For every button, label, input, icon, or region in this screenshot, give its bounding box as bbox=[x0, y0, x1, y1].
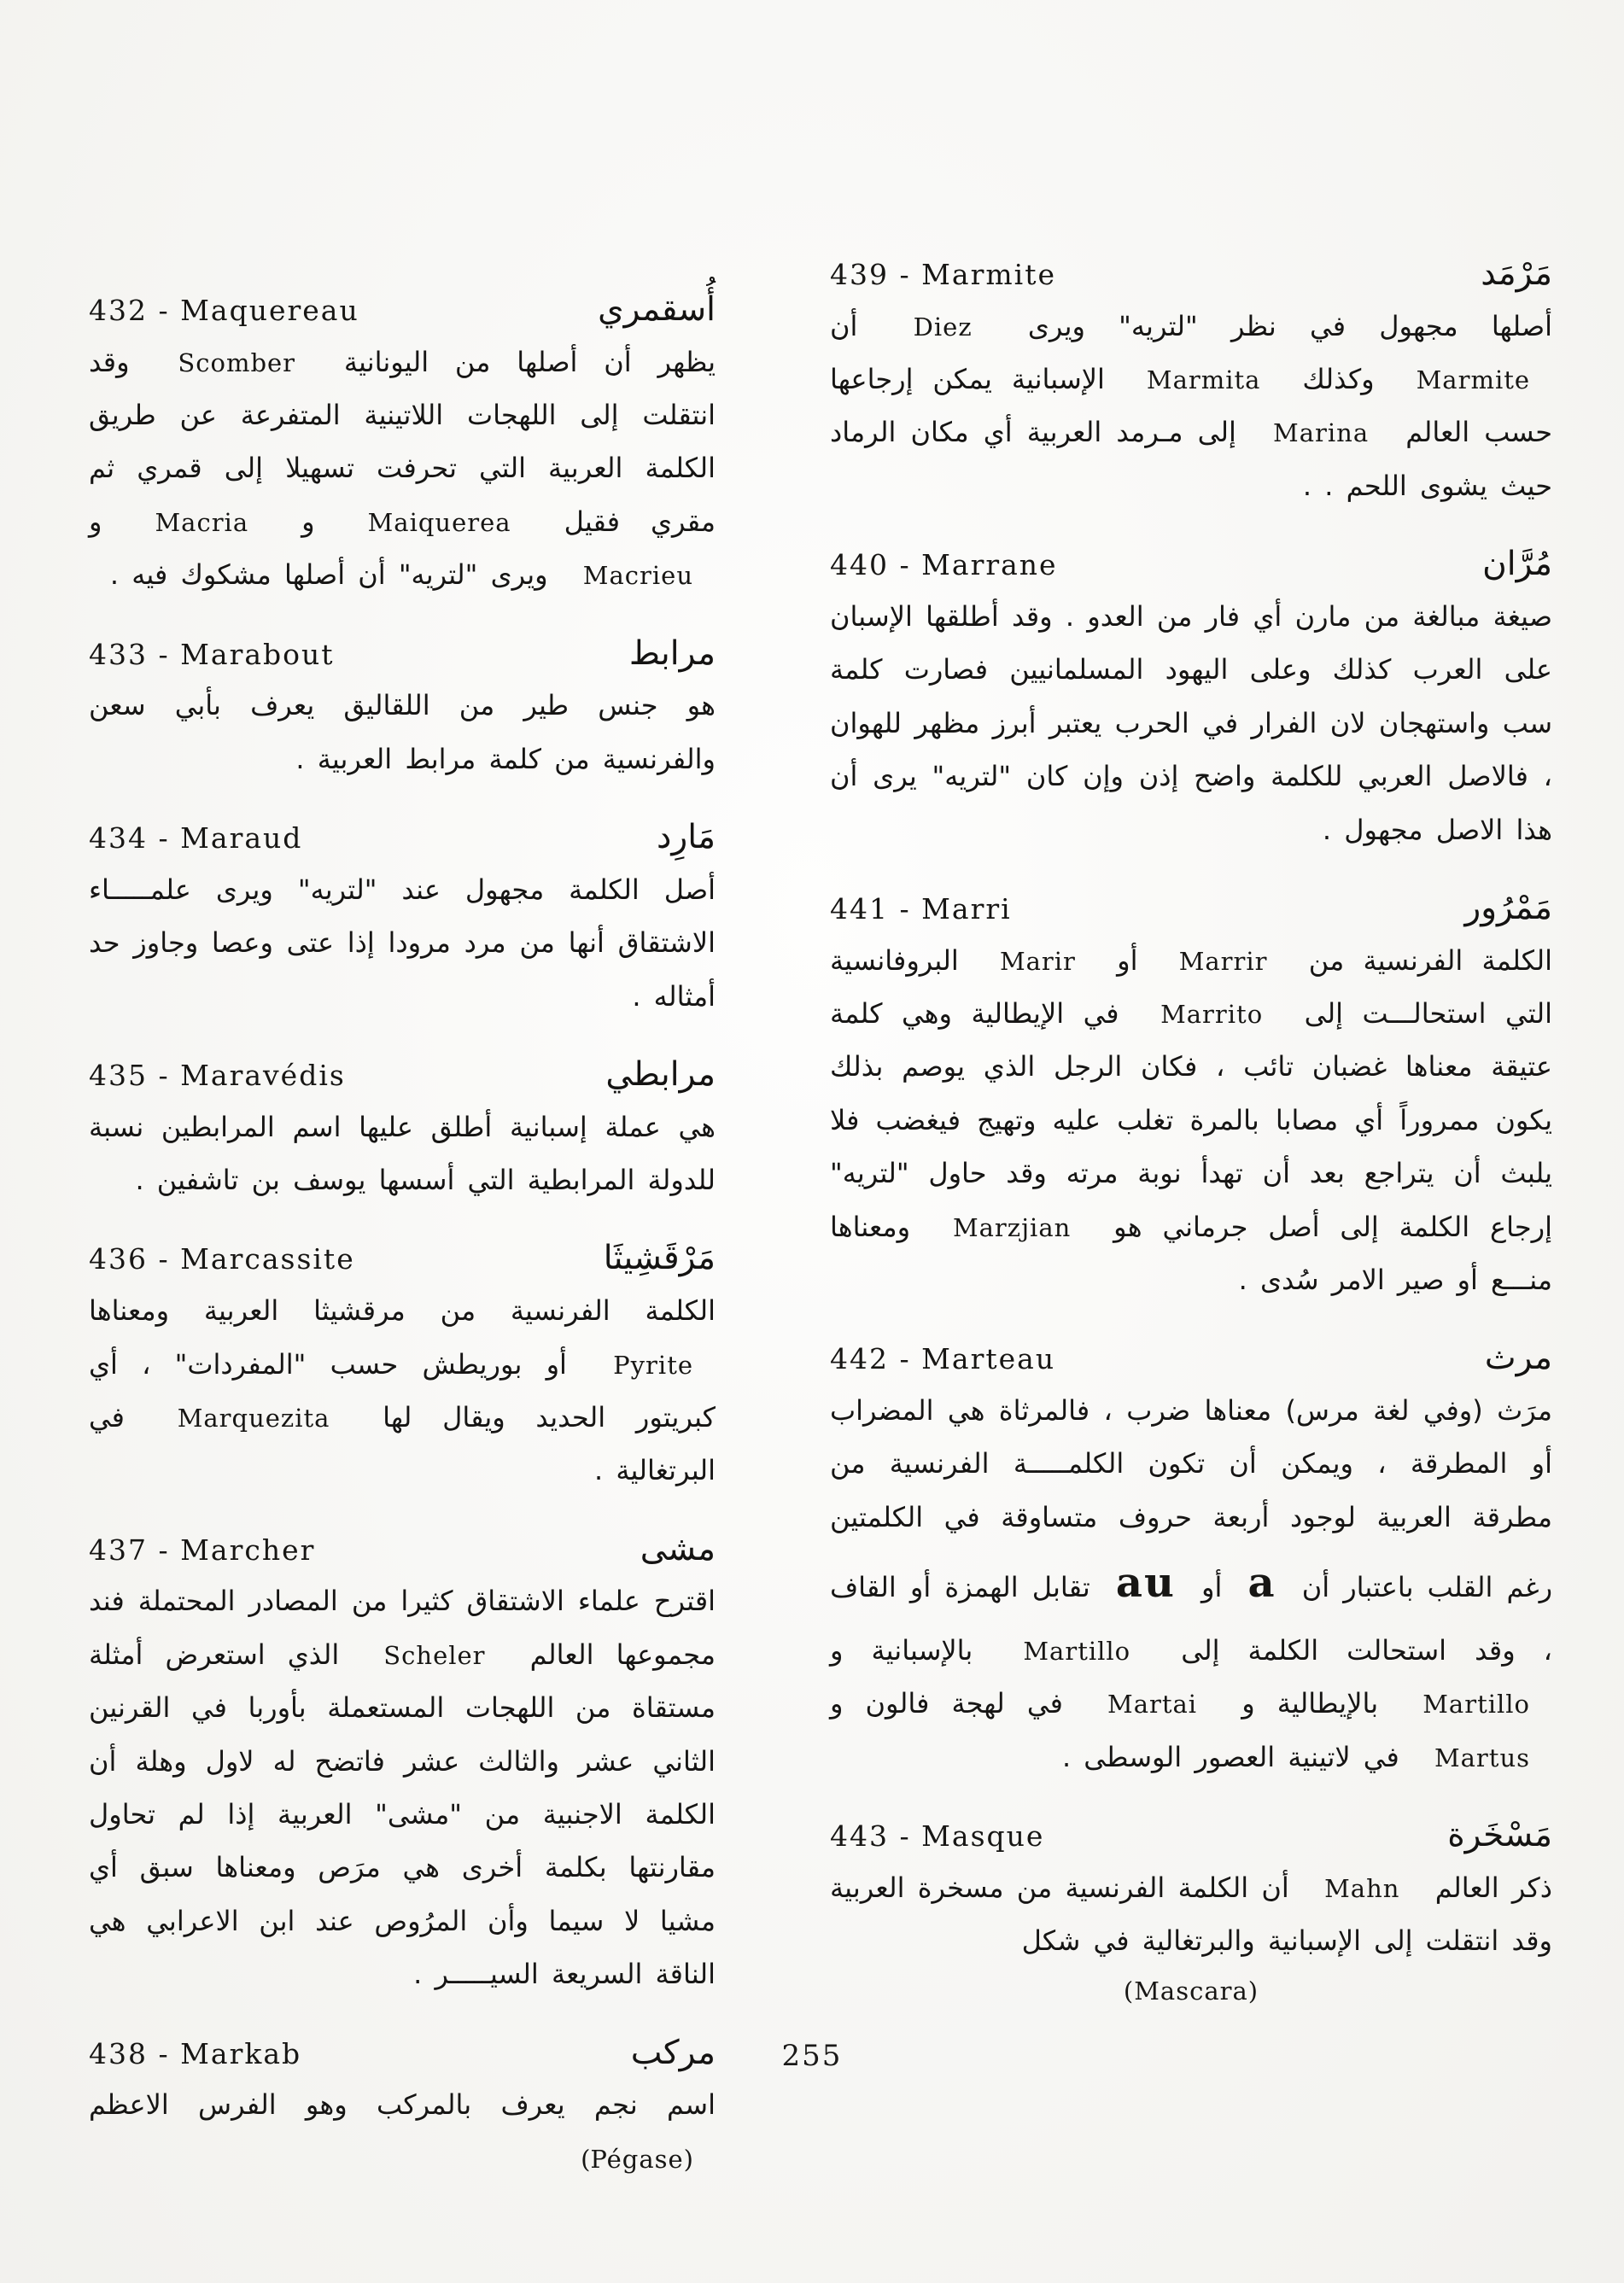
entry-body-text bbox=[89, 1101, 716, 1207]
arabic-text-run: ومعناها منـــع أو صير الامر سُدى . bbox=[830, 1210, 1552, 1296]
entry-body-text bbox=[89, 2078, 716, 2185]
entry-number-and-french-headword: 443 - Masque bbox=[830, 1819, 1045, 1853]
latin-inline-word: Marina bbox=[1273, 418, 1370, 448]
entry-arabic-headword: مُرَّان bbox=[1482, 545, 1552, 584]
arabic-text-run: أو بوريطش حسب "المفردات" ، أي كبريتور الحديد ويقال لها bbox=[89, 1347, 716, 1433]
entry-number-and-french-headword: 435 - Maravédis bbox=[89, 1058, 346, 1092]
entry-number-and-french-headword: 437 - Marcher bbox=[89, 1533, 316, 1567]
arabic-text-run: في الإيطالية وهي كلمة عتيقة معناها غضبان تائب ، فكان الرجل الذي يوصم بذلك يكون ممروراً أي مصابا بالمرة تغلب عليه وتهيج فيغضب فلا يلبث أن يتراجع بعد أن تهدأ نوبة مرته وقد حاول "لتريه" إرجاع الكلمة إلى أصل جرماني هو bbox=[830, 996, 1552, 1243]
entry-arabic-headword: مرابط bbox=[628, 634, 716, 673]
entry-body-text bbox=[89, 1574, 716, 2000]
entry-header bbox=[89, 816, 716, 860]
latin-inline-word: Macria bbox=[155, 507, 249, 537]
arabic-text-run: وكذلك bbox=[1302, 363, 1375, 396]
entry-body-text bbox=[830, 300, 1552, 513]
entry-header bbox=[89, 1528, 716, 1572]
entry-header bbox=[830, 253, 1552, 296]
entry-body-text bbox=[89, 679, 716, 785]
entry-arabic-headword: مركب bbox=[630, 2033, 716, 2072]
arabic-text-run: في البرتغالية . bbox=[89, 1400, 716, 1487]
arabic-text-run: مرَث (وفي لغة مرس) معناها ضرب ، فالمرثاة هي المضراب أو المطرقة ، ويمكن أن تكون الكلمـــــة الفرنسية من مطرقة العربية لوجود أربعة حروف متساوقة في الكلمتين رغم القلب باعتبار أن bbox=[830, 1394, 1553, 1604]
entry-number-and-french-headword: 439 - Marmite bbox=[830, 258, 1056, 291]
entry-header bbox=[830, 1814, 1552, 1858]
entry-header bbox=[89, 1237, 716, 1281]
entry-body-text bbox=[830, 1384, 1552, 1784]
latin-inline-word: Marmite bbox=[1416, 365, 1531, 395]
arabic-text-run: ويرى "لتريه" أن أصلها مشكوك فيه . bbox=[109, 558, 548, 592]
arabic-text-run: أن bbox=[830, 309, 858, 342]
arabic-text-run: أن الكلمة الفرنسية من مسخرة العربية وقد انتقلت إلى الإسبانية والبرتغالية في شكل bbox=[830, 1871, 1552, 1958]
latin-inline-word: Diez bbox=[913, 312, 973, 342]
entry-footer-line bbox=[830, 1967, 1552, 2016]
entry-header bbox=[89, 1054, 716, 1097]
left-column bbox=[89, 289, 716, 2216]
arabic-text-run: البروفانسية التي استحالـــت إلى bbox=[830, 943, 1553, 1030]
arabic-text-run: و bbox=[301, 505, 315, 538]
arabic-text-run: ذكر العالم bbox=[1434, 1871, 1553, 1904]
entry-arabic-headword: مَمْرُور bbox=[1464, 888, 1552, 927]
latin-inline-word: a bbox=[1247, 1559, 1276, 1608]
arabic-text-run: في لاتينية العصور الوسطى . bbox=[1061, 1740, 1399, 1773]
arabic-text-run: بالإسبانية و bbox=[830, 1633, 973, 1667]
entry-arabic-headword: مَسْخَرة bbox=[1447, 1815, 1552, 1854]
arabic-text-run: وقد انتقلت إلى اللهجات اللاتينية المتفرعة عن طريق الكلمة العربية التي تحرفت تسهيلا إلى قمري ثم مقري فقيل bbox=[89, 345, 716, 538]
dictionary-entry-437 bbox=[89, 1528, 716, 2001]
entry-arabic-headword: مشى bbox=[640, 1529, 716, 1568]
dictionary-entry-443 bbox=[830, 1814, 1552, 2016]
dictionary-entry-433 bbox=[89, 633, 716, 785]
latin-inline-word: Pyrite bbox=[613, 1350, 694, 1380]
arabic-text-run: تقابل الهمزة أو القاف ، وقد استحالت الكلمة إلى bbox=[830, 1571, 1552, 1667]
latin-inline-word: Marrito bbox=[1160, 999, 1264, 1029]
latin-inline-word: Marmita bbox=[1146, 365, 1261, 395]
arabic-text-run: إلى مـرمد العربية أي مكان الرماد حيث يشوى اللحم . . bbox=[830, 416, 1552, 502]
page-number: 255 bbox=[781, 2039, 843, 2073]
latin-inline-word: (Pégase) bbox=[581, 2144, 693, 2174]
entry-number-and-french-headword: 433 - Marabout bbox=[89, 637, 335, 671]
arabic-text-run: هي عملة إسبانية أطلق عليها اسم المرابطين نسبة للدولة المرابطية التي أسسها يوسف بن تاشفين . bbox=[89, 1110, 716, 1197]
dictionary-entry-439 bbox=[830, 253, 1552, 512]
entry-arabic-headword: مَرْمَد bbox=[1481, 254, 1552, 293]
arabic-text-run: أو bbox=[1201, 1571, 1223, 1604]
latin-inline-word: Marquezita bbox=[177, 1403, 330, 1433]
entry-header bbox=[830, 543, 1552, 587]
entry-body-text bbox=[830, 934, 1552, 1307]
latin-inline-word: Maiquerea bbox=[367, 507, 511, 537]
arabic-text-run: الإسبانية يمكن إرجاعها حسب العالم bbox=[830, 363, 1553, 449]
entry-arabic-headword: مَرْقَشِيثَا bbox=[603, 1239, 716, 1278]
arabic-text-run: يظهر أن أصلها من اليونانية bbox=[343, 345, 716, 378]
latin-inline-word: au bbox=[1115, 1559, 1176, 1608]
arabic-text-run: الذي استعرض أمثلة مستقاة من اللهجات المستعملة بأوربا في القرنين الثاني عشر والثالث عشر فاتضح له لاول وهلة أن الكلمة الاجنبية من "مشى" العربية إذا لم تحاول مقارنتها بكلمة أخرى هي مرَص ومعناها سبق أي مشيا لا سيما وأن المرُوص عند ابن الاعرابي هي الناقة السريعة السيـــــر . bbox=[89, 1638, 716, 1991]
arabic-text-run: أو bbox=[1117, 943, 1138, 977]
latin-inline-word: Marir bbox=[999, 946, 1076, 976]
arabic-text-run: الكلمة الفرنسية من bbox=[1308, 943, 1553, 977]
entry-number-and-french-headword: 442 - Marteau bbox=[830, 1342, 1056, 1376]
arabic-text-run: بالإيطالية و bbox=[1241, 1687, 1379, 1720]
latin-inline-word: Marzjian bbox=[952, 1212, 1072, 1242]
entry-arabic-headword: مرث bbox=[1484, 1339, 1552, 1378]
arabic-text-run: اسم نجم يعرف بالمركب وهو الفرس الاعظم bbox=[89, 2088, 716, 2122]
arabic-text-run: أصل الكلمة مجهول عند "لتريه" ويرى علمـــــاء الاشتقاق أنها من مرد مرودا إذا عتى وعصا وجاوز حد أمثاله . bbox=[89, 873, 716, 1013]
latin-inline-word: Marrir bbox=[1178, 946, 1268, 976]
arabic-text-run: أصلها مجهول في نظر "لتريه" ويرى bbox=[1027, 309, 1552, 342]
latin-inline-word: Scomber bbox=[178, 347, 296, 377]
latin-inline-word: Martillo bbox=[1023, 1636, 1131, 1666]
entry-body-text bbox=[89, 863, 716, 1023]
entry-header bbox=[830, 1337, 1552, 1381]
latin-inline-word: Martus bbox=[1434, 1743, 1530, 1772]
arabic-text-run: اقترح علماء الاشتقاق كثيرا من المصادر المحتملة فند مجموعها العالم bbox=[89, 1585, 716, 1671]
entry-number-and-french-headword: 436 - Marcassite bbox=[89, 1242, 355, 1276]
latin-inline-word: (Mascara) bbox=[1123, 1976, 1259, 2006]
entry-arabic-headword: مرابطي bbox=[605, 1054, 716, 1094]
entry-number-and-french-headword: 440 - Marrane bbox=[830, 548, 1058, 582]
entry-body-text bbox=[89, 1284, 716, 1498]
latin-inline-word: Martillo bbox=[1422, 1690, 1531, 1720]
arabic-text-run: و bbox=[89, 505, 102, 538]
entry-body-text bbox=[89, 336, 716, 602]
latin-inline-word: Martai bbox=[1107, 1690, 1198, 1720]
entry-number-and-french-headword: 434 - Maraud bbox=[89, 821, 303, 855]
latin-inline-word: Scheler bbox=[383, 1640, 486, 1670]
dictionary-entry-434 bbox=[89, 816, 716, 1023]
entry-number-and-french-headword: 441 - Marri bbox=[830, 891, 1012, 925]
dictionary-entry-436 bbox=[89, 1237, 716, 1497]
dictionary-entry-435 bbox=[89, 1054, 716, 1206]
right-column bbox=[830, 253, 1552, 2047]
entry-number-and-french-headword: 438 - Markab bbox=[89, 2036, 302, 2070]
entry-arabic-headword: مَارِد bbox=[657, 818, 716, 857]
entry-header bbox=[89, 289, 716, 332]
arabic-text-run: هو جنس طير من اللقاليق يعرف بأبي سعن والفرنسية من كلمة مرابط العربية . bbox=[89, 689, 716, 775]
entry-header bbox=[89, 633, 716, 676]
entry-number-and-french-headword: 432 - Maquereau bbox=[89, 294, 359, 327]
entry-body-text bbox=[830, 1861, 1552, 1968]
arabic-text-run: الكلمة الفرنسية من مرقشيثا العربية ومعناها bbox=[89, 1294, 716, 1328]
latin-inline-word: Mahn bbox=[1324, 1873, 1400, 1903]
entry-arabic-headword: أُسقمري bbox=[598, 290, 716, 329]
arabic-text-run: في لهجة فالون و bbox=[830, 1687, 1063, 1720]
dictionary-entry-441 bbox=[830, 887, 1552, 1306]
entry-body-text bbox=[830, 590, 1552, 856]
entry-header bbox=[830, 887, 1552, 931]
dictionary-entry-432 bbox=[89, 289, 716, 602]
dictionary-entry-440 bbox=[830, 543, 1552, 856]
dictionary-entry-442 bbox=[830, 1337, 1552, 1784]
arabic-text-run: صيغة مبالغة من مارن أي فار من العدو . وقد أطلقها الإسبان على العرب كذلك وعلى اليهود المسلمانيين فصارت كلمة سب واستهجان لان الفرار في الحرب يعتبر أبرز مظهر للهوان ، فالاصل العربي للكلمة واضح إذن وإن كان "لتريه" يرى أن هذا الاصل مجهول . bbox=[830, 599, 1552, 846]
latin-inline-word: Macrieu bbox=[582, 561, 693, 591]
